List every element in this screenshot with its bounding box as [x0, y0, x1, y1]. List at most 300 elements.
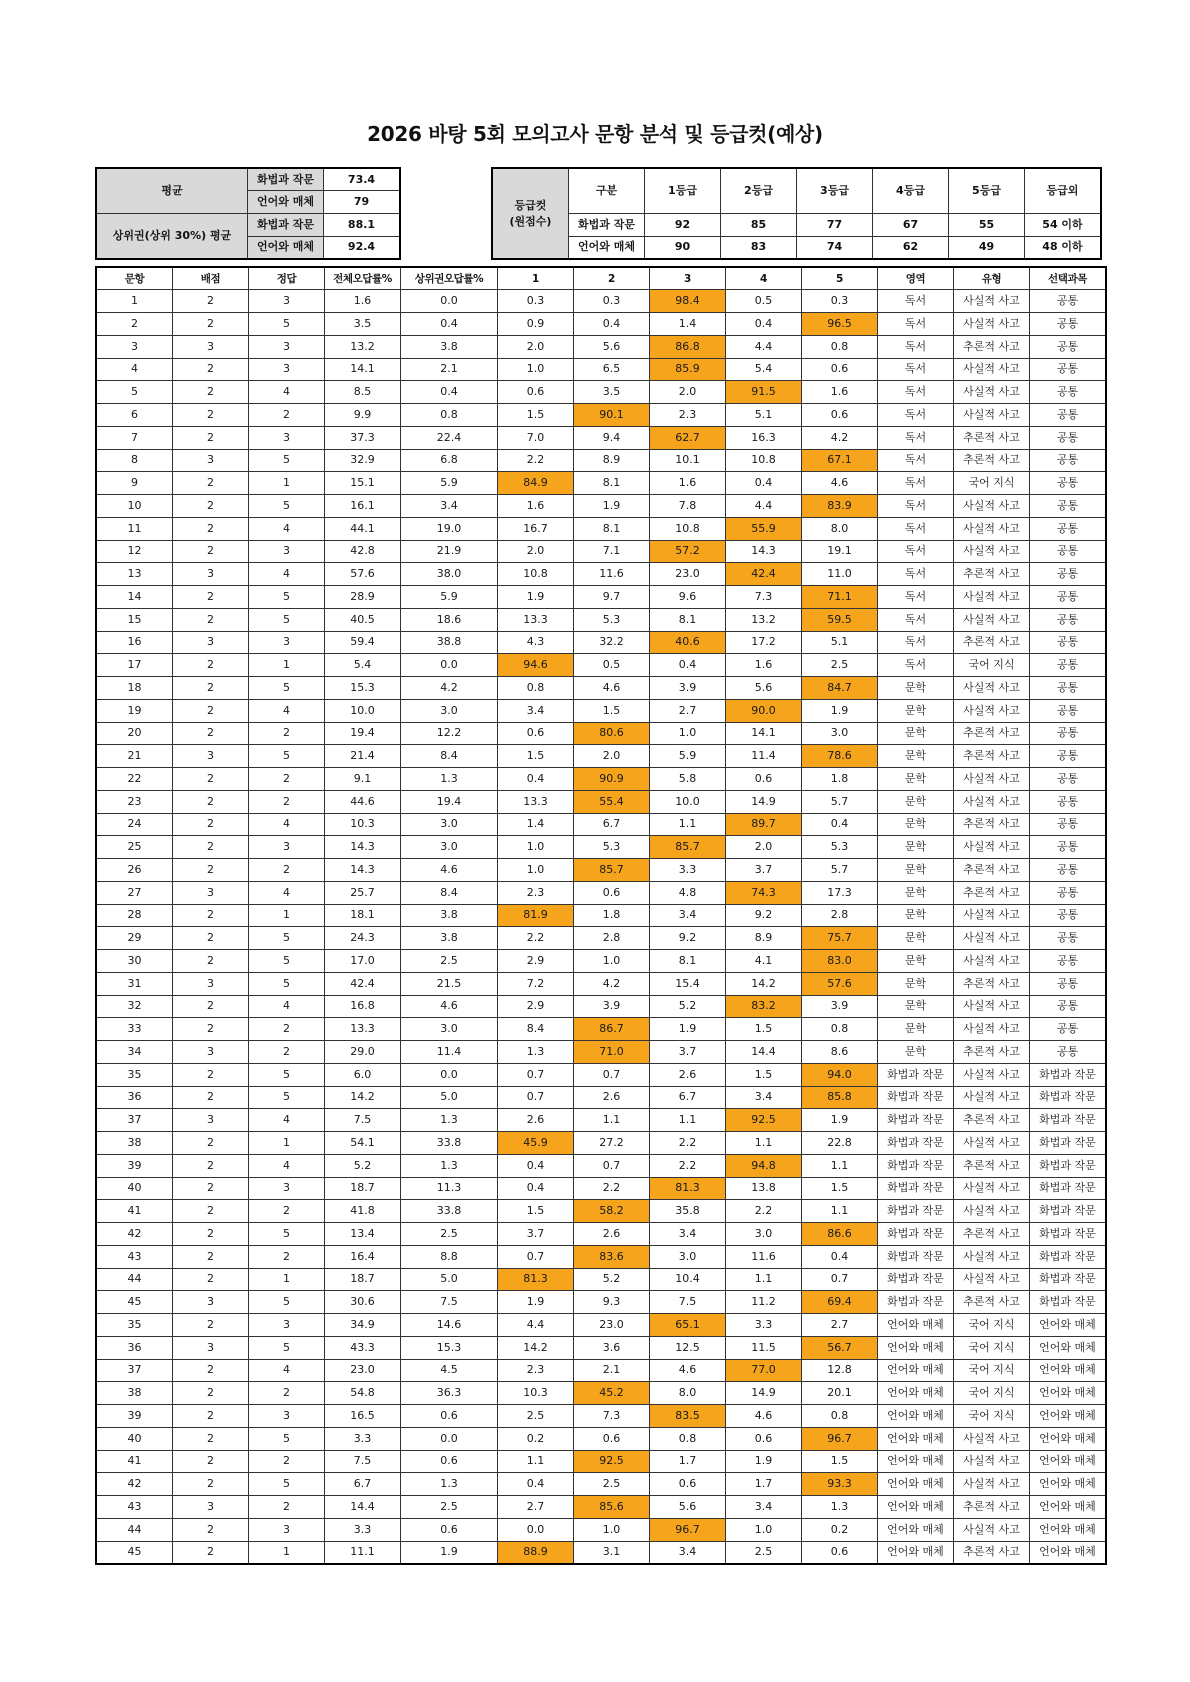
top-error-rate-cell: 2.5 [401, 1496, 498, 1519]
grade-cut-value: 54 이하 [1025, 214, 1102, 237]
choice-2-rate-cell: 27.2 [574, 1132, 650, 1155]
choice-2-rate-cell: 0.4 [574, 313, 650, 336]
question-number-cell: 28 [96, 904, 173, 927]
points-cell: 2 [173, 904, 249, 927]
question-type-cell: 사실적 사고 [954, 608, 1030, 631]
choice-1-rate-cell: 0.6 [498, 381, 574, 404]
question-number-cell: 42 [96, 1223, 173, 1246]
header-area: 영역 [878, 267, 954, 290]
choice-5-rate-cell: 0.4 [802, 813, 878, 836]
overall-error-rate-cell: 14.2 [325, 1086, 401, 1109]
elective-subject-cell: 화법과 작문 [1030, 1154, 1107, 1177]
area-cell: 문학 [878, 927, 954, 950]
choice-4-rate-cell: 5.1 [726, 404, 802, 427]
correct-choice-rate-cell: 55.9 [726, 517, 802, 540]
correct-choice-rate-cell: 59.5 [802, 608, 878, 631]
choice-4-rate-cell: 7.3 [726, 586, 802, 609]
choice-5-rate-cell: 22.8 [802, 1132, 878, 1155]
choice-2-rate-cell: 5.6 [574, 335, 650, 358]
area-cell: 언어와 매체 [878, 1405, 954, 1428]
answer-cell: 5 [249, 586, 325, 609]
average-subject-label: 언어와 매체 [248, 191, 324, 214]
question-row [96, 540, 1106, 563]
top-error-rate-cell: 3.0 [401, 813, 498, 836]
choice-5-rate-cell: 4.6 [802, 472, 878, 495]
question-number-cell: 45 [96, 1291, 173, 1314]
choice-2-rate-cell: 0.6 [574, 881, 650, 904]
choice-2-rate-cell: 1.8 [574, 904, 650, 927]
overall-error-rate-cell: 43.3 [325, 1336, 401, 1359]
choice-2-rate-cell: 11.6 [574, 563, 650, 586]
choice-2-rate-cell: 9.3 [574, 1291, 650, 1314]
overall-error-rate-cell: 54.1 [325, 1132, 401, 1155]
area-cell: 문학 [878, 836, 954, 859]
choice-2-rate-cell: 0.7 [574, 1154, 650, 1177]
area-cell: 문학 [878, 1041, 954, 1064]
area-cell: 독서 [878, 608, 954, 631]
answer-cell: 3 [249, 540, 325, 563]
top-error-rate-cell: 8.4 [401, 881, 498, 904]
area-cell: 문학 [878, 972, 954, 995]
correct-choice-rate-cell: 86.8 [650, 335, 726, 358]
choice-1-rate-cell: 3.4 [498, 699, 574, 722]
top-error-rate-cell: 38.0 [401, 563, 498, 586]
question-type-cell: 사실적 사고 [954, 1132, 1030, 1155]
top-error-rate-cell: 0.6 [401, 1405, 498, 1428]
correct-choice-rate-cell: 96.5 [802, 313, 878, 336]
correct-choice-rate-cell: 40.6 [650, 631, 726, 654]
question-row [96, 1382, 1106, 1405]
correct-choice-rate-cell: 71.1 [802, 586, 878, 609]
question-type-cell: 국어 지식 [954, 1359, 1030, 1382]
top-error-rate-cell: 7.5 [401, 1291, 498, 1314]
answer-cell: 5 [249, 1223, 325, 1246]
choice-5-rate-cell: 17.3 [802, 881, 878, 904]
area-cell: 독서 [878, 654, 954, 677]
choice-2-rate-cell: 3.6 [574, 1336, 650, 1359]
question-type-cell: 사실적 사고 [954, 950, 1030, 973]
header-elective-subject: 선택과목 [1030, 267, 1107, 290]
choice-4-rate-cell: 14.3 [726, 540, 802, 563]
elective-subject-cell: 언어와 매체 [1030, 1405, 1107, 1428]
points-cell: 2 [173, 1541, 249, 1564]
elective-subject-cell: 공통 [1030, 1018, 1107, 1041]
choice-3-rate-cell: 9.2 [650, 927, 726, 950]
choice-2-rate-cell: 2.2 [574, 1177, 650, 1200]
points-cell: 2 [173, 540, 249, 563]
top-error-rate-cell: 5.9 [401, 586, 498, 609]
overall-error-rate-cell: 16.8 [325, 995, 401, 1018]
area-cell: 독서 [878, 540, 954, 563]
choice-3-rate-cell: 3.4 [650, 1541, 726, 1564]
elective-subject-cell: 공통 [1030, 790, 1107, 813]
choice-3-rate-cell: 2.3 [650, 404, 726, 427]
choice-2-rate-cell: 5.3 [574, 836, 650, 859]
points-cell: 2 [173, 722, 249, 745]
overall-error-rate-cell: 3.3 [325, 1427, 401, 1450]
area-cell: 문학 [878, 813, 954, 836]
correct-choice-rate-cell: 81.3 [650, 1177, 726, 1200]
question-row [96, 1541, 1106, 1564]
answer-cell: 5 [249, 1086, 325, 1109]
top-average-score-value: 92.4 [324, 236, 401, 259]
grade-cut-subject: 화법과 작문 [569, 214, 645, 237]
choice-4-rate-cell: 3.4 [726, 1496, 802, 1519]
choice-3-rate-cell: 5.9 [650, 745, 726, 768]
question-number-cell: 38 [96, 1132, 173, 1155]
question-number-cell: 10 [96, 495, 173, 518]
grade-cut-value: 74 [797, 236, 873, 259]
grade-cut-value: 77 [797, 214, 873, 237]
overall-error-rate-cell: 13.2 [325, 335, 401, 358]
header-choice-3-rate: 3 [650, 267, 726, 290]
answer-cell: 4 [249, 1109, 325, 1132]
answer-cell: 2 [249, 859, 325, 882]
grade-header-4: 4등급 [873, 168, 949, 214]
area-cell: 문학 [878, 950, 954, 973]
question-number-cell: 5 [96, 381, 173, 404]
points-cell: 2 [173, 1200, 249, 1223]
choice-3-rate-cell: 1.7 [650, 1450, 726, 1473]
choice-3-rate-cell: 8.1 [650, 608, 726, 631]
choice-4-rate-cell: 1.7 [726, 1473, 802, 1496]
points-cell: 2 [173, 1245, 249, 1268]
area-cell: 독서 [878, 495, 954, 518]
area-cell: 독서 [878, 517, 954, 540]
answer-cell: 4 [249, 995, 325, 1018]
choice-3-rate-cell: 5.2 [650, 995, 726, 1018]
choice-1-rate-cell: 2.3 [498, 1359, 574, 1382]
question-number-cell: 25 [96, 836, 173, 859]
area-cell: 독서 [878, 358, 954, 381]
answer-cell: 4 [249, 517, 325, 540]
elective-subject-cell: 화법과 작문 [1030, 1223, 1107, 1246]
elective-subject-cell: 언어와 매체 [1030, 1518, 1107, 1541]
answer-cell: 5 [249, 677, 325, 700]
question-number-cell: 37 [96, 1359, 173, 1382]
area-cell: 화법과 작문 [878, 1200, 954, 1223]
correct-choice-rate-cell: 58.2 [574, 1200, 650, 1223]
correct-choice-rate-cell: 85.8 [802, 1086, 878, 1109]
choice-5-rate-cell: 1.3 [802, 1496, 878, 1519]
correct-choice-rate-cell: 45.9 [498, 1132, 574, 1155]
choice-1-rate-cell: 0.3 [498, 290, 574, 313]
header-overall-error-rate: 전체오답률% [325, 267, 401, 290]
points-cell: 2 [173, 836, 249, 859]
top-error-rate-cell: 3.0 [401, 1018, 498, 1041]
choice-2-rate-cell: 8.1 [574, 517, 650, 540]
question-type-cell: 추론적 사고 [954, 881, 1030, 904]
elective-subject-cell: 화법과 작문 [1030, 1200, 1107, 1223]
question-type-cell: 사실적 사고 [954, 404, 1030, 427]
elective-subject-cell: 공통 [1030, 881, 1107, 904]
question-row [96, 381, 1106, 404]
overall-error-rate-cell: 32.9 [325, 449, 401, 472]
choice-1-rate-cell: 8.4 [498, 1018, 574, 1041]
elective-subject-cell: 언어와 매체 [1030, 1473, 1107, 1496]
question-number-cell: 37 [96, 1109, 173, 1132]
choice-1-rate-cell: 2.2 [498, 927, 574, 950]
choice-5-rate-cell: 8.6 [802, 1041, 878, 1064]
question-type-cell: 국어 지식 [954, 1382, 1030, 1405]
points-cell: 3 [173, 449, 249, 472]
question-type-cell: 사실적 사고 [954, 768, 1030, 791]
average-subject-label: 화법과 작문 [248, 168, 324, 191]
choice-4-rate-cell: 14.1 [726, 722, 802, 745]
question-type-cell: 추론적 사고 [954, 335, 1030, 358]
top-error-rate-cell: 0.4 [401, 313, 498, 336]
choice-4-rate-cell: 3.4 [726, 1086, 802, 1109]
elective-subject-cell: 공통 [1030, 495, 1107, 518]
choice-3-rate-cell: 3.9 [650, 677, 726, 700]
grade-cut-value: 55 [949, 214, 1025, 237]
question-type-cell: 국어 지식 [954, 1314, 1030, 1337]
choice-5-rate-cell: 1.9 [802, 1109, 878, 1132]
choice-4-rate-cell: 14.9 [726, 790, 802, 813]
correct-choice-rate-cell: 45.2 [574, 1382, 650, 1405]
question-number-cell: 9 [96, 472, 173, 495]
top-error-rate-cell: 38.8 [401, 631, 498, 654]
top-error-rate-cell: 12.2 [401, 722, 498, 745]
choice-4-rate-cell: 0.5 [726, 290, 802, 313]
elective-subject-cell: 공통 [1030, 404, 1107, 427]
question-type-cell: 사실적 사고 [954, 1518, 1030, 1541]
points-cell: 2 [173, 859, 249, 882]
top-error-rate-cell: 6.8 [401, 449, 498, 472]
choice-4-rate-cell: 4.4 [726, 335, 802, 358]
question-row [96, 1223, 1106, 1246]
question-row [96, 472, 1106, 495]
choice-3-rate-cell: 2.0 [650, 381, 726, 404]
overall-error-rate-cell: 11.1 [325, 1541, 401, 1564]
top-error-rate-cell: 0.0 [401, 1427, 498, 1450]
elective-subject-cell: 공통 [1030, 768, 1107, 791]
question-number-cell: 36 [96, 1086, 173, 1109]
area-cell: 언어와 매체 [878, 1473, 954, 1496]
choice-3-rate-cell: 2.2 [650, 1154, 726, 1177]
elective-subject-cell: 공통 [1030, 677, 1107, 700]
choice-1-rate-cell: 0.7 [498, 1086, 574, 1109]
answer-cell: 3 [249, 358, 325, 381]
elective-subject-cell: 화법과 작문 [1030, 1132, 1107, 1155]
choice-1-rate-cell: 10.3 [498, 1382, 574, 1405]
top-error-rate-cell: 3.8 [401, 904, 498, 927]
area-cell: 독서 [878, 426, 954, 449]
elective-subject-cell: 공통 [1030, 608, 1107, 631]
choice-1-rate-cell: 2.2 [498, 449, 574, 472]
answer-cell: 4 [249, 381, 325, 404]
answer-cell: 5 [249, 495, 325, 518]
area-cell: 화법과 작문 [878, 1291, 954, 1314]
question-row [96, 1473, 1106, 1496]
question-number-cell: 35 [96, 1314, 173, 1337]
correct-choice-rate-cell: 88.9 [498, 1541, 574, 1564]
question-type-cell: 추론적 사고 [954, 563, 1030, 586]
overall-error-rate-cell: 6.7 [325, 1473, 401, 1496]
average-score-value: 79 [324, 191, 401, 214]
points-cell: 2 [173, 608, 249, 631]
question-number-cell: 45 [96, 1541, 173, 1564]
points-cell: 2 [173, 677, 249, 700]
elective-subject-cell: 화법과 작문 [1030, 1291, 1107, 1314]
choice-2-rate-cell: 1.1 [574, 1109, 650, 1132]
question-type-cell: 사실적 사고 [954, 1018, 1030, 1041]
choice-4-rate-cell: 5.4 [726, 358, 802, 381]
correct-choice-rate-cell: 91.5 [726, 381, 802, 404]
question-row [96, 586, 1106, 609]
question-row [96, 1518, 1106, 1541]
choice-3-rate-cell: 9.6 [650, 586, 726, 609]
question-row [96, 927, 1106, 950]
question-type-cell: 사실적 사고 [954, 381, 1030, 404]
choice-4-rate-cell: 14.4 [726, 1041, 802, 1064]
question-row [96, 699, 1106, 722]
choice-1-rate-cell: 2.5 [498, 1405, 574, 1428]
grade-header-5: 5등급 [949, 168, 1025, 214]
points-cell: 2 [173, 1018, 249, 1041]
answer-cell: 3 [249, 290, 325, 313]
choice-5-rate-cell: 1.5 [802, 1177, 878, 1200]
choice-5-rate-cell: 1.6 [802, 381, 878, 404]
top-error-rate-cell: 33.8 [401, 1200, 498, 1223]
header-answer: 정답 [249, 267, 325, 290]
header-choice-2-rate: 2 [574, 267, 650, 290]
top-error-rate-cell: 0.0 [401, 290, 498, 313]
elective-subject-cell: 공통 [1030, 836, 1107, 859]
points-cell: 2 [173, 426, 249, 449]
top-error-rate-cell: 3.0 [401, 699, 498, 722]
area-cell: 화법과 작문 [878, 1063, 954, 1086]
question-row [96, 1154, 1106, 1177]
choice-1-rate-cell: 2.0 [498, 335, 574, 358]
choice-5-rate-cell: 8.0 [802, 517, 878, 540]
question-number-cell: 40 [96, 1427, 173, 1450]
question-row [96, 768, 1106, 791]
elective-subject-cell: 공통 [1030, 563, 1107, 586]
choice-5-rate-cell: 0.8 [802, 335, 878, 358]
question-number-cell: 41 [96, 1450, 173, 1473]
points-cell: 2 [173, 699, 249, 722]
question-type-cell: 추론적 사고 [954, 1291, 1030, 1314]
correct-choice-rate-cell: 77.0 [726, 1359, 802, 1382]
choice-3-rate-cell: 3.4 [650, 904, 726, 927]
question-type-cell: 사실적 사고 [954, 995, 1030, 1018]
points-cell: 2 [173, 813, 249, 836]
choice-1-rate-cell: 2.6 [498, 1109, 574, 1132]
overall-error-rate-cell: 16.4 [325, 1245, 401, 1268]
question-row [96, 426, 1106, 449]
choice-1-rate-cell: 0.4 [498, 768, 574, 791]
average-row-hwajak [96, 168, 400, 191]
choice-2-rate-cell: 2.5 [574, 1473, 650, 1496]
choice-5-rate-cell: 5.7 [802, 859, 878, 882]
choice-4-rate-cell: 3.3 [726, 1314, 802, 1337]
choice-4-rate-cell: 0.6 [726, 1427, 802, 1450]
choice-2-rate-cell: 1.0 [574, 1518, 650, 1541]
overall-error-rate-cell: 3.3 [325, 1518, 401, 1541]
area-cell: 언어와 매체 [878, 1336, 954, 1359]
elective-subject-cell: 공통 [1030, 972, 1107, 995]
choice-1-rate-cell: 2.9 [498, 995, 574, 1018]
elective-subject-cell: 화법과 작문 [1030, 1063, 1107, 1086]
choice-5-rate-cell: 2.7 [802, 1314, 878, 1337]
choice-4-rate-cell: 0.4 [726, 472, 802, 495]
top-error-rate-cell: 3.8 [401, 927, 498, 950]
correct-choice-rate-cell: 92.5 [574, 1450, 650, 1473]
choice-1-rate-cell: 13.3 [498, 608, 574, 631]
answer-cell: 5 [249, 1473, 325, 1496]
overall-error-rate-cell: 44.1 [325, 517, 401, 540]
top-error-rate-cell: 3.4 [401, 495, 498, 518]
question-type-cell: 사실적 사고 [954, 1200, 1030, 1223]
overall-error-rate-cell: 41.8 [325, 1200, 401, 1223]
choice-3-rate-cell: 3.4 [650, 1223, 726, 1246]
answer-cell: 1 [249, 904, 325, 927]
choice-4-rate-cell: 11.4 [726, 745, 802, 768]
area-cell: 언어와 매체 [878, 1382, 954, 1405]
top-error-rate-cell: 1.3 [401, 1109, 498, 1132]
points-cell: 2 [173, 1268, 249, 1291]
choice-4-rate-cell: 11.5 [726, 1336, 802, 1359]
top-error-rate-cell: 36.3 [401, 1382, 498, 1405]
points-cell: 2 [173, 517, 249, 540]
choice-3-rate-cell: 0.6 [650, 1473, 726, 1496]
choice-5-rate-cell: 0.2 [802, 1518, 878, 1541]
elective-subject-cell: 공통 [1030, 449, 1107, 472]
area-cell: 화법과 작문 [878, 1132, 954, 1155]
question-analysis-table [95, 266, 1107, 1565]
choice-1-rate-cell: 2.7 [498, 1496, 574, 1519]
choice-1-rate-cell: 13.3 [498, 790, 574, 813]
overall-error-rate-cell: 57.6 [325, 563, 401, 586]
choice-4-rate-cell: 1.1 [726, 1268, 802, 1291]
choice-2-rate-cell: 9.4 [574, 426, 650, 449]
question-number-cell: 40 [96, 1177, 173, 1200]
question-number-cell: 32 [96, 995, 173, 1018]
top-error-rate-cell: 8.8 [401, 1245, 498, 1268]
question-row [96, 335, 1106, 358]
question-row [96, 1268, 1106, 1291]
grade-header-2: 2등급 [721, 168, 797, 214]
choice-4-rate-cell: 16.3 [726, 426, 802, 449]
points-cell: 2 [173, 1177, 249, 1200]
area-cell: 문학 [878, 995, 954, 1018]
question-number-cell: 23 [96, 790, 173, 813]
answer-cell: 2 [249, 768, 325, 791]
question-type-cell: 사실적 사고 [954, 540, 1030, 563]
question-number-cell: 33 [96, 1018, 173, 1041]
question-type-cell: 추론적 사고 [954, 1223, 1030, 1246]
points-cell: 3 [173, 631, 249, 654]
choice-5-rate-cell: 0.6 [802, 1541, 878, 1564]
choice-4-rate-cell: 1.6 [726, 654, 802, 677]
area-cell: 문학 [878, 677, 954, 700]
answer-cell: 2 [249, 1382, 325, 1405]
top-average-label: 상위권(상위 30%) 평균 [96, 214, 248, 260]
question-row [96, 1314, 1106, 1337]
question-row [96, 290, 1106, 313]
answer-cell: 5 [249, 950, 325, 973]
top-error-rate-cell: 4.2 [401, 677, 498, 700]
question-number-cell: 7 [96, 426, 173, 449]
header-question-number: 문항 [96, 267, 173, 290]
choice-1-rate-cell: 4.4 [498, 1314, 574, 1337]
question-number-cell: 44 [96, 1268, 173, 1291]
correct-choice-rate-cell: 85.6 [574, 1496, 650, 1519]
question-number-cell: 43 [96, 1496, 173, 1519]
top-error-rate-cell: 19.4 [401, 790, 498, 813]
overall-error-rate-cell: 30.6 [325, 1291, 401, 1314]
